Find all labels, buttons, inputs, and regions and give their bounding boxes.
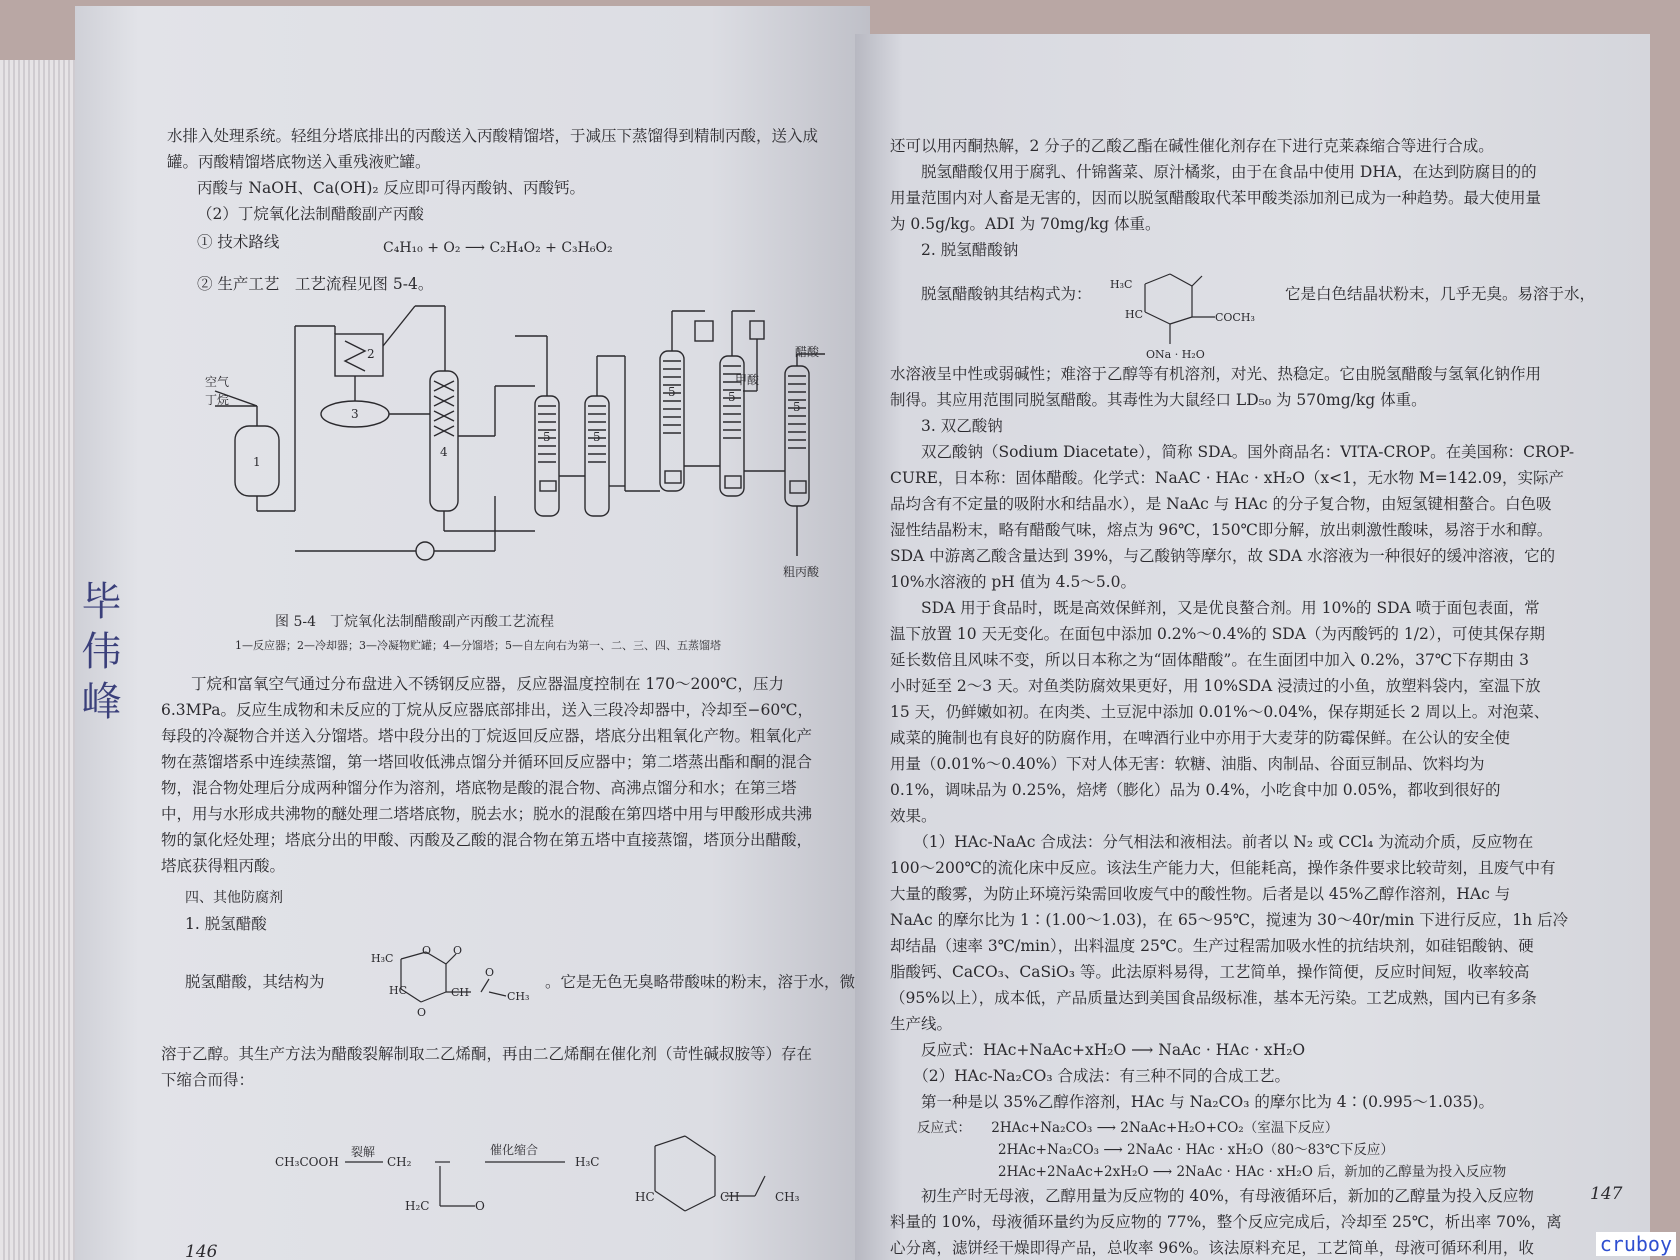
page-edges xyxy=(0,60,80,1260)
left-after-1: 溶于乙醇。其生产方法为醋酸裂解制取二乙烯酮，再由二乙烯酮在催化剂（苛性碱叔胺等）存在 xyxy=(161,1045,813,1063)
struct-lead: 脱氢醋酸，其结构为 xyxy=(185,973,325,991)
label-acetic-acid: 醋酸 xyxy=(795,345,820,359)
mol-ch: CH xyxy=(451,986,470,999)
right-page xyxy=(855,34,1650,1260)
left-page-number: 146 xyxy=(185,1242,218,1260)
right-line-1: 还可以用丙酮热解，2 分子的乙酸乙酯在碱性催化剂存在下进行克莱森缩合等进行合成。 xyxy=(890,137,1494,155)
left-line-1: 水排入处理系统。轻组分塔底排出的丙酸送入丙酸精馏塔，于减压下蒸馏得到精制丙酸，送入成 xyxy=(167,127,819,145)
left-para-7: 物的氯化烃处理；塔底分出的甲酸、丙酸及乙酸的混合物在第五塔中直接蒸馏，塔顶分出醋酸， xyxy=(161,831,813,849)
right-para-2: 制得。其应用范围同脱氢醋酸。其毒性为大鼠经口 LD₅₀ 为 570mg/kg 体重。 xyxy=(890,391,1427,409)
right-para-6: 品均含有不定量的吸附水和结晶水），是 NaAc 与 HAc 的分子复合物，由短氢键相螯合。白色吸 xyxy=(890,495,1552,513)
right-para-27: 反应式：HAc+NaAc+xH₂O ⟶ NaAc · HAc · xH₂O xyxy=(890,1041,1306,1059)
right-page-number: 147 xyxy=(1590,1184,1623,1204)
mol-hc: HC xyxy=(389,984,408,997)
scheme-hc: HC xyxy=(635,1190,655,1204)
label-fractionator: 4 xyxy=(440,445,448,459)
right-para-20: 100～200℃的流化床中反应。该法生产能力大，但能耗高，操作条件要求比较苛刻，且废气中有 xyxy=(890,859,1556,877)
label-butane: 丁烷 xyxy=(205,393,230,407)
scheme-ch3: CH₃ xyxy=(775,1190,800,1204)
right-para-25: （95%以上），成本低，产品质量达到美国食品级标准，基本无污染。工艺成熟，国内已有多条 xyxy=(890,989,1537,1007)
left-para-6: 中，用与水形成共沸物的醚处理二塔塔底物，脱去水；脱水的混酸在第四塔中用与甲酸形成共沸 xyxy=(161,805,813,823)
label-column-1: 5 xyxy=(543,430,551,444)
right-para-19: （1）HAc-NaAc 合成法：分气相法和液相法。前者以 N₂ 或 CCl₄ 为流动介质，反应物在 xyxy=(890,833,1534,851)
left-para-4: 物在蒸馏塔系中连续蒸馏，第一塔回收低沸点馏分并循环回反应器中；第二塔蒸出酯和酮的混合 xyxy=(161,753,813,771)
sodium-struct-tail: 它是白色结晶状粉末，几乎无臭。易溶于水， xyxy=(1285,285,1596,303)
process-flow-figure xyxy=(195,296,835,586)
na-ona: ONa · H₂O xyxy=(1146,348,1205,361)
right-para-35: 心分离，滤饼经干燥即得产品，总收率 96%。该法原料充足，工艺简单，母液可循环利用，收 xyxy=(890,1239,1534,1257)
left-para-1: 丁烷和富氧空气通过分布盘进入不锈钢反应器，反应器温度控制在 170～200℃，压力 xyxy=(191,675,784,693)
mol-h3c: H₃C xyxy=(371,952,394,965)
label-cooler: 2 xyxy=(367,347,375,361)
handwritten-signature: 毕伟峰 xyxy=(75,580,121,730)
right-para-32: 2HAc+2NaAc+2xH₂O ⟶ 2NaAc · HAc · xH₂O 后，新加的乙醇量为投入反应物 xyxy=(890,1164,1507,1180)
right-para-15: 咸菜的腌制也有良好的防腐作用，在啤酒行业中亦用于大麦芽的防霉保鲜。在公认的安全使 xyxy=(890,729,1511,747)
left-para-5: 物，混合物处理后分成两种馏分作为溶剂，塔底物是酸的混合物、高沸点馏分和水；在第三塔 xyxy=(161,779,797,797)
left-after-2: 下缩合而得： xyxy=(161,1071,255,1089)
left-line-5: ① 技术路线 xyxy=(197,233,280,251)
scheme-ch2: CH₂ xyxy=(387,1155,412,1169)
label-column-3: 5 xyxy=(668,385,676,399)
mol-o2: O xyxy=(453,944,463,957)
left-line-4: （2）丁烷氧化法制醋酸副产丙酸 xyxy=(197,205,424,223)
label-formic-acid: 甲酸 xyxy=(735,373,760,387)
scheme-h2c: H₂C xyxy=(405,1199,430,1213)
left-page xyxy=(75,6,870,1260)
right-para-26: 生产线。 xyxy=(890,1015,953,1033)
right-para-1: 水溶液呈中性或弱碱性；难溶于乙醇等有机溶剂，对光、热稳定。它由脱氢醋酸与氢氧化钠作用 xyxy=(890,365,1542,383)
label-crude-propionic: 粗丙酸 xyxy=(783,565,820,579)
right-para-21: 大量的酸雾，为防止环境污染需回收废气中的酸性物。后者是以 45%乙醇作溶剂，HAc 与 xyxy=(890,885,1511,903)
right-para-29: 第一种是以 35%乙醇作溶剂，HAc 与 Na₂CO₃ 的摩尔比为 4∶(0.995～1.035)。 xyxy=(890,1093,1494,1111)
right-para-18: 效果。 xyxy=(890,807,937,825)
left-para-2: 6.3MPa。反应生成物和未反应的丁烷从反应器底部排出，送入三段冷却器中，冷却至−60℃， xyxy=(161,701,814,719)
scheme-o: O xyxy=(475,1199,485,1213)
label-column-2: 5 xyxy=(593,430,601,444)
label-air: 空气 xyxy=(205,375,230,389)
scheme-catalyst: 催化缩合 xyxy=(490,1143,539,1157)
scheme-h3c: H₃C xyxy=(575,1155,600,1169)
right-para-12: 延长数倍且风味不变，所以日本称之为“固体醋酸”。在生面团中加入 0.2%，37℃下存期由 3 xyxy=(890,651,1530,669)
mol-o4: O xyxy=(485,966,495,979)
right-para-31: 2HAc+Na₂CO₃ ⟶ 2NaAc · HAc · xH₂O（80～83℃下反应） xyxy=(890,1142,1394,1158)
right-para-13: 小时延至 2～3 天。对鱼类防腐效果更好，用 10%SDA 浸渍过的小鱼，放塑料袋内，室温下放 xyxy=(890,677,1541,695)
label-reactor: 1 xyxy=(253,455,261,469)
right-para-34: 料量的 10%，母液循环量约为反应物的 77%，整个反应完成后，冷却至 25℃，析出率 70%，离 xyxy=(890,1213,1562,1231)
dehydroacetic-acid-structure xyxy=(371,944,541,1024)
struct-tail: 。它是无色无臭略带酸味的粉末，溶于水，微 xyxy=(545,973,856,991)
right-para-33: 初生产时无母液，乙醇用量为反应物的 40%，有母液循环后，新加的乙醇量为投入反应物 xyxy=(890,1187,1534,1205)
right-para-22: NaAc 的摩尔比为 1∶(1.00～1.03)，在 65～95℃，搅速为 30～40r/min 下进行反应，1h 后冷 xyxy=(890,911,1569,929)
label-column-5: 5 xyxy=(793,400,801,414)
right-para-8: SDA 中游离乙酸含量达到 39%，与乙酸钠等摩尔，故 SDA 水溶液为一种很好的缓冲溶液，它的 xyxy=(890,547,1556,565)
right-para-24: 脂酸钙、CaCO₃、CaSiO₃ 等。此法原料易得，工艺简单，操作简便，反应时间短，收率较高 xyxy=(890,963,1530,981)
section-heading: 四、其他防腐剂 xyxy=(185,890,283,906)
right-para-5: CURE，日本称：固体醋酸。化学式：NaAC · HAc · xH₂O（x<1，无水物 M=142.09，实际产 xyxy=(890,469,1565,487)
right-para-23: 却结晶（速率 3℃/min），出料温度 25℃。生产过程需加吸水性的抗结块剂，如硅铝酸钠、硬 xyxy=(890,937,1534,955)
na-h3c: H₃C xyxy=(1110,278,1133,291)
right-para-11: 温下放置 10 天无变化。在面包中添加 0.2%～0.4%的 SDA（为丙酸钙的 1/2），可使其保存期 xyxy=(890,625,1546,643)
label-column-4: 5 xyxy=(728,390,736,404)
right-para-30: 反应式： 2HAc+Na₂CO₃ ⟶ 2NaAc+H₂O+CO₂（室温下反应） xyxy=(890,1120,1339,1136)
mol-o3: O xyxy=(417,1006,427,1019)
left-para-8: 塔底获得粗丙酸。 xyxy=(161,857,286,875)
right-para-3: 3. 双乙酸钠 xyxy=(890,417,1003,435)
synthesis-scheme xyxy=(275,1126,835,1246)
right-para-14: 15 天，仍鲜嫩如初。在肉类、土豆泥中添加 0.01%～0.04%，保存期延长 2 周以上。对泡菜、 xyxy=(890,703,1550,721)
mol-ch3: CH₃ xyxy=(507,990,530,1003)
left-line-7: ② 生产工艺 工艺流程见图 5-4。 xyxy=(197,275,434,293)
right-para-9: 10%水溶液的 pH 值为 4.5～5.0。 xyxy=(890,573,1136,591)
right-para-4: 双乙酸钠（Sodium Diacetate），简称 SDA。国外商品名：VITA-CROP。在美国称：CROP- xyxy=(890,443,1575,461)
right-para-10: SDA 用于食品时，既是高效保鲜剂，又是优良螯合剂。用 10%的 SDA 喷于面包表面，常 xyxy=(890,599,1540,617)
left-line-2: 罐。丙酸精馏塔底物送入重残液贮罐。 xyxy=(167,153,431,171)
left-equation: C₄H₁₀ + O₂ ⟶ C₂H₄O₂ + C₃H₆O₂ xyxy=(383,240,613,256)
watermark: cruboy xyxy=(1596,1232,1676,1256)
scheme-crack: 裂解 xyxy=(351,1145,376,1159)
label-tank: 3 xyxy=(351,407,359,421)
right-line-3: 用量范围内对人畜是无害的，因而以脱氢醋酸取代苯甲酸类添加剂已成为一种趋势。最大使用量 xyxy=(890,189,1542,207)
scheme-ch: CH xyxy=(720,1190,740,1204)
right-para-7: 湿性结晶粉末，略有醋酸气味，熔点为 96℃，150℃即分解，放出刺激性酸味，易溶于水和醇。 xyxy=(890,521,1553,539)
figure-caption: 图 5-4 丁烷氧化法制醋酸副产丙酸工艺流程 xyxy=(275,614,554,630)
na-coch3: COCH₃ xyxy=(1215,311,1255,324)
right-para-16: 用量（0.01%～0.40%）下对人体无害：软糖、油脂、肉制品、谷面豆制品、饮料均为 xyxy=(890,755,1485,773)
scheme-ch3cooh: CH₃COOH xyxy=(275,1155,339,1169)
left-para-3: 每段的冷凝物合并送入分馏塔。塔中段分出的丁烷返回反应器，塔底分出粗氧化产物。粗氧化产 xyxy=(161,727,813,745)
mol-o: O xyxy=(422,944,432,957)
right-line-4: 为 0.5g/kg。ADI 为 70mg/kg 体重。 xyxy=(890,215,1161,233)
right-para-17: 0.1%，调味品为 0.25%，焙烤（膨化）品为 0.4%，小吃食中加 0.05%，都收到很好的 xyxy=(890,781,1501,799)
right-line-5: 2. 脱氢醋酸钠 xyxy=(890,241,1019,259)
sodium-struct-lead: 脱氢醋酸钠其结构式为： xyxy=(890,285,1092,303)
right-para-28: （2）HAc-Na₂CO₃ 合成法：有三种不同的合成工艺。 xyxy=(890,1067,1290,1085)
figure-legend: 1—反应器；2—冷却器；3—冷凝物贮罐；4—分馏塔；5—自左向右为第一、二、三、四、五蒸馏塔 xyxy=(235,639,721,652)
left-line-3: 丙酸与 NaOH、Ca(OH)₂ 反应即可得丙酸钠、丙酸钙。 xyxy=(197,179,586,197)
na-hc: HC xyxy=(1125,308,1144,321)
sodium-dehydroacetate-structure xyxy=(1110,262,1280,362)
subsection-heading: 1. 脱氢醋酸 xyxy=(185,915,267,933)
right-line-2: 脱氢醋酸仅用于腐乳、什锦酱菜、原汁橘浆，由于在食品中使用 DHA，在达到防腐目的的 xyxy=(890,163,1537,181)
